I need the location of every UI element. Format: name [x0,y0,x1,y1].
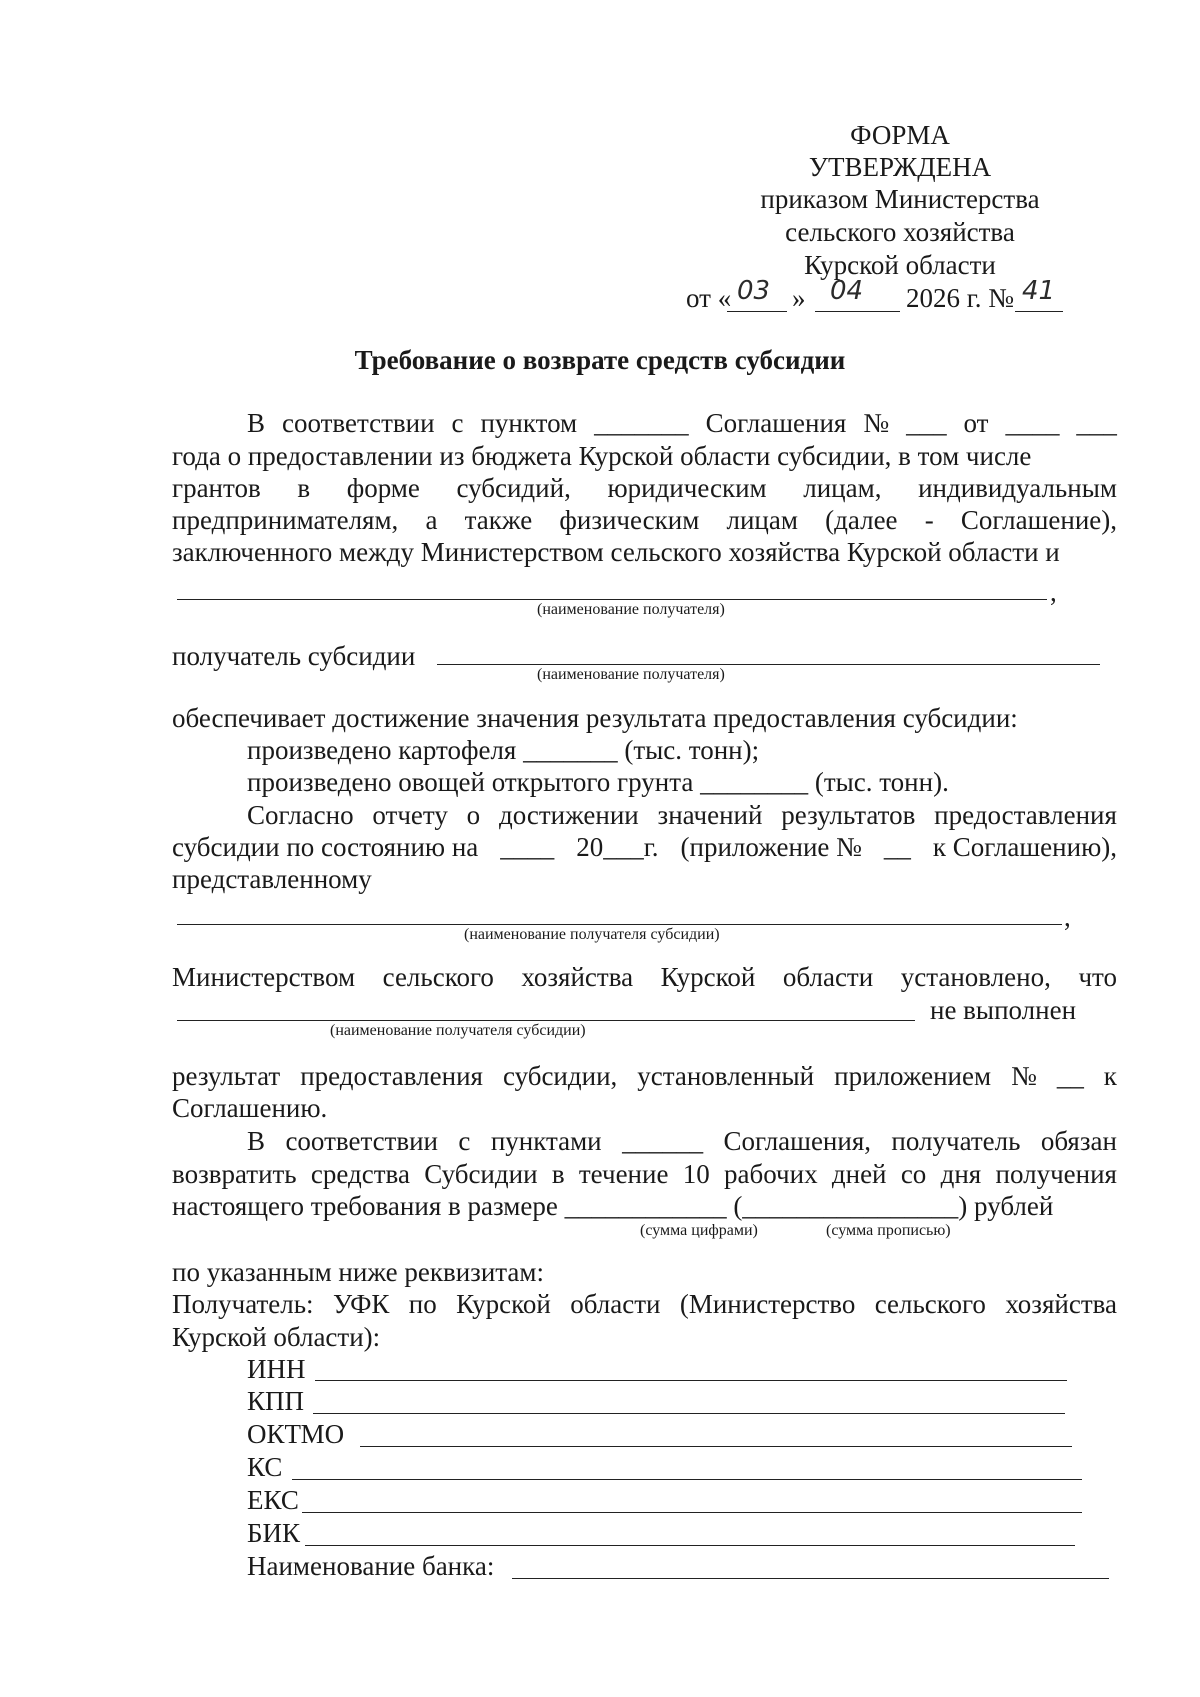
blank-annex-number: __ [1056,1061,1084,1091]
ministry-line1 [172,961,1117,993]
word: № [863,408,890,438]
word: субсидии, [502,1061,618,1091]
word: приложением [834,1061,992,1091]
inn-label: ИНН [247,1354,306,1384]
word: Субсидии [424,1159,538,1189]
word: достижении [498,800,639,830]
para1-line5: заключенного между Министерством сельского хозяйства Курской области и [172,537,1060,567]
results-intro: обеспечивает достижение значения результата предоставления субсидии: [172,703,1018,733]
text: (приложение № [680,832,862,862]
report-line3: представленному [172,864,372,894]
word: области [570,1289,661,1319]
para1-line3 [172,472,1117,504]
blank-year: ___ [1076,408,1117,438]
recipient-subsidy-caption: (наименование получателя) [537,666,725,683]
amount-digits-blank: ____________ [564,1191,727,1221]
word: отчету [372,800,448,830]
word: субсидий, [456,473,571,503]
word: соответствии [281,408,435,438]
word: получатель [891,1126,1021,1156]
word: предпринимателям, [172,505,399,535]
word: с [451,408,464,438]
amount-digits-caption: (сумма цифрами) [640,1222,758,1239]
approval-line-form: ФОРМА [850,120,950,150]
blank-point: _______ [594,408,689,438]
report-recipient-caption: (наименование получателя субсидии) [464,926,720,943]
word: в [297,473,311,503]
refund-line2 [172,1158,1117,1190]
text: к Соглашению), [932,832,1117,862]
word: также [464,505,533,535]
word: результатов [781,800,916,830]
word: от [963,408,989,438]
word: № [1011,1061,1037,1091]
blank-date: ____ [500,832,555,862]
approval-line-approved: УТВЕРЖДЕНА [808,152,992,182]
recipient-subsidy-line [437,664,1100,665]
word: к [1103,1061,1117,1091]
amount-words-caption: (сумма прописью) [826,1222,951,1239]
potatoes-label: произведено картофеля [247,735,517,765]
word: в [551,1159,565,1189]
word: пунктами [490,1126,602,1156]
approval-line-region: Курской области [804,250,996,280]
not-fulfilled-text: не выполнен [930,995,1077,1025]
requisites-recipient-line [172,1288,1117,1320]
document-title: Требование о возврате средств субсидии [354,345,846,375]
report-recipient-line [177,924,1062,925]
ministry-recipient-line [177,1020,915,1021]
word: лицам, [803,473,882,503]
eks-line [302,1512,1082,1513]
word: значений [657,800,763,830]
bank-name-label: Наименование банка: [247,1551,495,1581]
vegetables-blank: ________ [700,767,809,797]
word: области [782,962,874,992]
approval-line-agriculture: сельского хозяйства [785,217,1015,247]
refund-line1 [247,1125,1117,1157]
word: предоставления [300,1061,483,1091]
potatoes-unit: (тыс. тонн); [624,735,760,765]
bik-line [305,1545,1075,1546]
word: возвратить [172,1159,297,1189]
approval-date-prefix: от « [686,283,732,313]
oktmo-line [360,1446,1072,1447]
word: предоставления [934,800,1117,830]
approval-number-line [1015,311,1063,312]
word: по [408,1289,437,1319]
word: Соглашение), [960,505,1117,535]
approval-number-handwritten: 41 [1022,276,1056,306]
word: сельского [382,962,494,992]
word: Получатель: [172,1289,314,1319]
word: индивидуальным [918,473,1117,503]
word: что [1078,962,1117,992]
word: установленный [637,1061,815,1091]
word: юридическим [607,473,767,503]
currency-rubles: рублей [974,1191,1054,1221]
word: Соглашения [705,408,847,438]
oktmo-label: ОКТМО [247,1419,345,1449]
word: получения [995,1159,1117,1189]
word: сельского [874,1289,986,1319]
comma: , [1050,577,1057,607]
report-line1 [247,799,1117,831]
bik-label: БИК [247,1518,301,1548]
comma: , [1064,902,1071,932]
blank-points: ______ [622,1126,704,1156]
recipient-name-caption: (наименование получателя) [537,601,725,618]
word: хозяйства [1005,1289,1117,1319]
ks-label: КС [247,1452,283,1482]
blank-date: ____ [1005,408,1060,438]
approval-year-number: 2026 г. № [906,283,1015,313]
word: лицам [726,505,798,535]
word: (далее [825,505,898,535]
word: рабочих [724,1159,818,1189]
word: средства [310,1159,410,1189]
word: с [458,1126,471,1156]
approval-quote-close: » [792,283,806,313]
kpp-line [313,1413,1065,1414]
approval-day-line [727,311,787,312]
word: дня [940,1159,982,1189]
ministry-line3 [172,1060,1117,1092]
word: - [924,505,934,535]
ministry-line4: Соглашению. [172,1093,328,1123]
word: а [425,505,438,535]
word: Курской [660,962,756,992]
requisites-recipient-line2: Курской области): [172,1322,381,1352]
potatoes-blank: _______ [523,735,618,765]
para1-line2: года о предоставлении из бюджета Курской области субсидии, в том числе [172,441,1032,471]
word: о [466,800,481,830]
report-line2 [172,831,1117,863]
word: обязан [1040,1126,1117,1156]
refund-line3 [172,1190,1053,1222]
blank-agreement-number: ___ [906,408,947,438]
vegetables-label: произведено овощей открытого грунта [247,767,694,797]
requisites-intro: по указанным ниже реквизитам: [172,1257,544,1287]
word: Курской [456,1289,551,1319]
word: течение [578,1159,669,1189]
inn-line [315,1380,1067,1381]
approval-line-order: приказом Министерства [760,184,1040,214]
word: результат [172,1061,281,1091]
word: Министерством [172,962,356,992]
kpp-label: КПП [247,1386,305,1416]
eks-label: ЕКС [247,1485,299,1515]
approval-month-handwritten: 04 [830,276,864,306]
word: хозяйства [521,962,634,992]
word: В [247,408,266,438]
word: Соглашения, [723,1126,871,1156]
word: В [247,1126,266,1156]
ministry-recipient-caption: (наименование получателя субсидии) [330,1022,586,1039]
bank-name-line [512,1578,1109,1579]
vegetables-unit: (тыс. тонн). [814,767,949,797]
word: со [900,1159,927,1189]
word: установлено, [900,962,1051,992]
word: форме [346,473,420,503]
amount-words-blank: (________________) [733,1191,968,1221]
approval-day-handwritten: 03 [737,276,771,306]
word: Согласно [247,800,354,830]
word: грантов [172,473,261,503]
results-potatoes [247,734,759,766]
word: 10 [682,1159,710,1189]
word: соответствии [285,1126,438,1156]
results-vegetables [247,766,949,798]
ks-line [292,1479,1082,1480]
para1-line1 [247,407,1117,439]
blank-annex-number: __ [883,832,911,862]
word: пунктом [480,408,578,438]
text: субсидии по состоянию на [172,832,479,862]
word: физическим [559,505,700,535]
word: (Министерство [679,1289,856,1319]
recipient-name-line [177,599,1047,600]
approval-month-line [815,311,900,312]
word: УФК [332,1289,390,1319]
blank-year: 20___г. [576,832,659,862]
text: настоящего требования в размере [172,1191,558,1221]
word: дней [831,1159,887,1189]
recipient-label: получатель субсидии [172,641,416,671]
para1-line4 [172,504,1117,536]
